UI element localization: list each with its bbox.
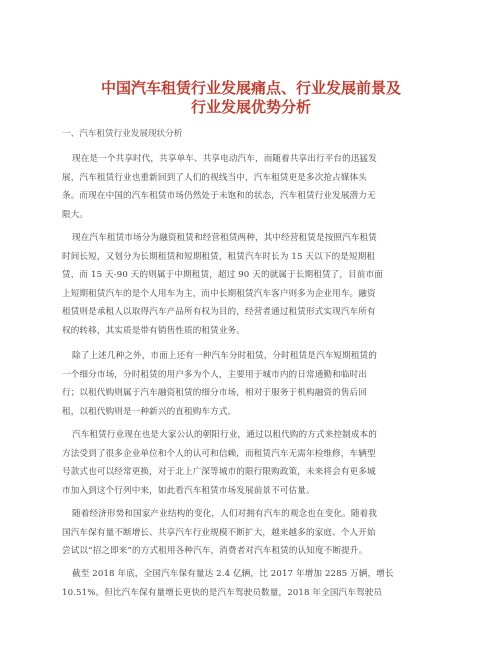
paragraph-line: 现在是一个共享时代，共享单车、共享电动汽车，而随着共享出行平台的迅猛发: [72, 154, 377, 164]
document-title-line-2: 行业发展优势分析: [190, 98, 311, 116]
paragraph-line: 上短期租赁汽车的是个人用车为主，而中长期租赁汽车客户则多为企业用车。融资: [62, 288, 376, 299]
paragraph-line: 行；以租代购则属于汽车融资租赁的细分市场，相对于服务于机构融资的售后回: [62, 388, 367, 399]
paragraph-line: 汽车租赁行业现在也是大家公认的朝阳行业，通过以租代购的方式来控制成本的: [72, 430, 377, 440]
paragraph-line: 限大。: [62, 209, 89, 220]
paragraph-2: [62, 229, 444, 341]
paragraph-line: 时间长短，又划分为长期租赁和短期租赁，租赁汽车时长为 15 天以下的是短期租: [62, 251, 376, 262]
paragraph-line: 一个细分市场，分时租赁的用户多为个人，主要用于城市内的日常通勤和临时出: [62, 369, 367, 380]
paragraph-3: [62, 347, 444, 421]
paragraph-line: 除了上述几种之外，市面上还有一种汽车分时租赁，分时租赁是汽车短期租赁的: [72, 351, 377, 361]
paragraph-6: [62, 565, 444, 602]
paragraph-line: 赁，而 15 天-90 天的则属于中期租赁，超过 90 天的就属于长期租赁了，目前市面: [62, 270, 383, 281]
paragraph-1: [62, 150, 444, 224]
section-heading: 一、汽车租赁行业发展现状分析: [62, 129, 183, 139]
paragraph-line: 租，以租代购则是一种新兴的直租购车方式。: [62, 406, 237, 417]
paragraph-line: 现在汽车租赁市场分为融资租赁和经营租赁两种，其中经营租赁是按照汽车租赁: [72, 233, 377, 243]
paragraph-4: [62, 426, 444, 500]
paragraph-line: 随着经济形势和国家产业结构的变化，人们对拥有汽车的观念也在变化。随着我: [72, 509, 377, 519]
paragraph-5: [62, 505, 444, 561]
paragraph-line: 条。而现在中国的汽车租赁市场仍然处于未饱和的状态，汽车租赁行业发展潜力无: [62, 191, 376, 202]
paragraph-line: 国汽车保有量不断增长、共享汽车行业规模不断扩大，越来越多的家庭、个人开始: [62, 527, 376, 538]
paragraph-line: 截至 2018 年底，全国汽车保有量达 2.4 亿辆，比 2017 年增加 2285 万辆，增长: [72, 569, 394, 579]
paragraph-line: 号款式也可以经常更换，对于北上广深等城市的限行限购政策，未来将会有更多城: [62, 467, 376, 478]
paragraph-line: 方法受到了很多企业单位和个人的认可和信赖，而租赁汽车无需年检维修，车辆型: [62, 448, 376, 459]
paragraph-line: 权的转移，其实质是带有销售性质的租赁业务。: [62, 325, 245, 336]
paragraph-line: 市加入到这个行列中来，如此看汽车租赁市场发展前景不可估量。: [62, 485, 315, 496]
paragraph-line: 租赁则是承租人以取得汽车产品所有权为目的，经营者通过租赁形式实现汽车所有: [62, 307, 376, 318]
paragraph-line: 10.51%。但比汽车保有量增长更快的是汽车驾驶员数量，2018 年全国汽车驾驶员: [62, 587, 383, 598]
paragraph-line: 展，汽车租赁行业也重新回到了人们的视线当中，汽车租赁更是多次抢占媒体头: [62, 172, 367, 183]
paragraph-line: 尝试以“招之即来”的方式租用各种汽车，消费者对汽车租赁的认知度不断提升。: [62, 546, 368, 557]
document-title-line-1: 中国汽车租赁行业发展痛点、行业发展前景及: [100, 79, 401, 97]
